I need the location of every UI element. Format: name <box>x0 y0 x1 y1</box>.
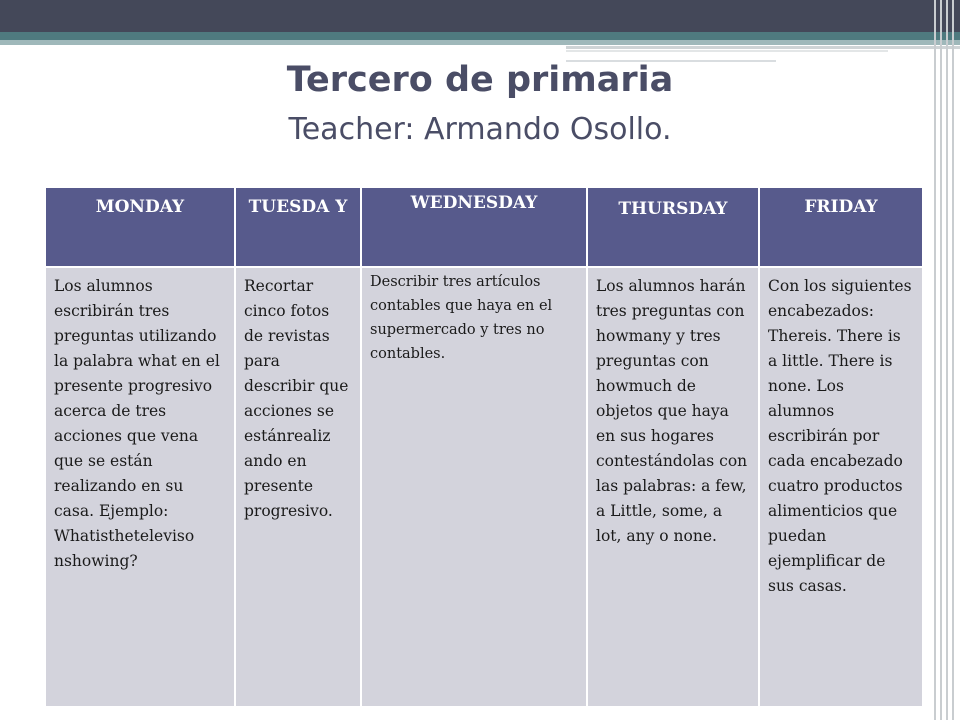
table-row <box>45 267 923 707</box>
cell-wednesday: Describir tres artículos contables que haya en el supermercado y tres no contables. <box>361 267 587 707</box>
table-header-row <box>45 187 923 267</box>
page-subtitle: Teacher: Armando Osollo. <box>288 112 672 147</box>
top-accent-stripe-light <box>0 40 960 45</box>
decorative-rule <box>566 46 960 49</box>
right-decorative-lines <box>930 0 960 720</box>
header-thursday: THURSDAY <box>587 187 759 267</box>
decorative-rule <box>566 50 888 52</box>
cell-thursday: Los alumnos harán tres preguntas con howmany y tres preguntas con howmuch de objetos que haya en sus hogares contestándolas con las palabras: a few, a Little, some, a lot, any o none. <box>587 267 759 707</box>
cell-monday: Los alumnos escribirán tres preguntas utilizando la palabra what en el presente progresivo acerca de tres acciones que vena que se están realizando en su casa. Ejemplo: Whatistheteleviso nshowing? <box>45 267 235 707</box>
cell-friday: Con los siguientes encabezados: Thereis. There is a little. There is none. Los alumnos escribirán por cada encabezado cuatro productos alimenticios que puedan ejemplificar de sus casas. <box>759 267 923 707</box>
top-decorative-bar <box>0 0 960 32</box>
page-title: Tercero de primaria <box>286 60 674 100</box>
cell-tuesday: Recortar cinco fotos de revistas para describir que acciones se estánrealiz ando en presente progresivo. <box>235 267 361 707</box>
header-monday: MONDAY <box>45 187 235 267</box>
header-tuesday: TUESDA Y <box>235 187 361 267</box>
top-accent-stripe <box>0 32 960 40</box>
weekly-schedule-table <box>44 186 924 708</box>
header-wednesday: WEDNESDAY <box>361 187 587 267</box>
header-friday: FRIDAY <box>759 187 923 267</box>
